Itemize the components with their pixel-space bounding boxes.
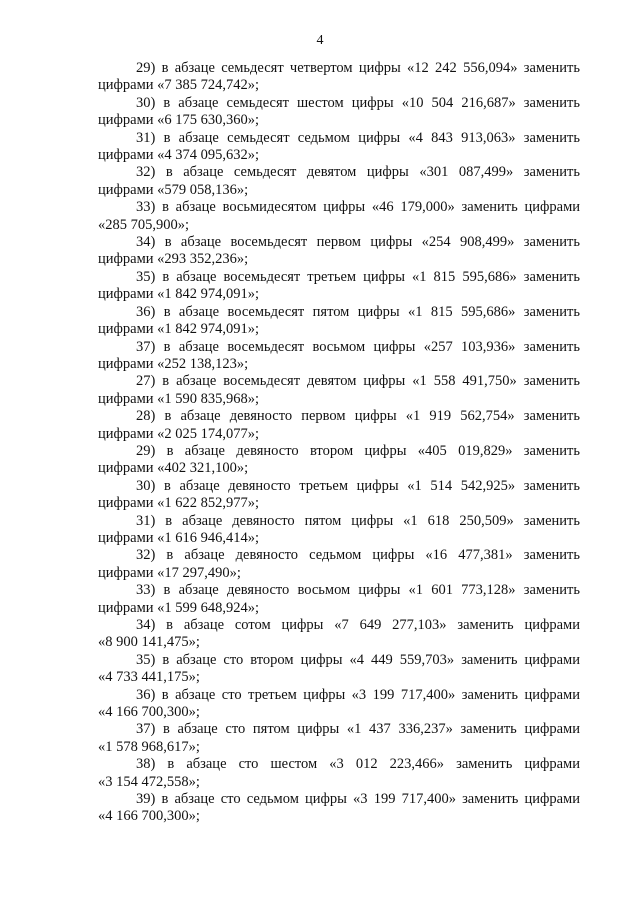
amendment-item-continuation: цифрами «17 297,490»; <box>98 564 241 581</box>
amendment-item-line: 36) в абзаце восемьдесят пятом цифры «1 815 595,686» заменить <box>136 303 580 320</box>
amendment-item-continuation: «3 154 472,558»; <box>98 773 200 790</box>
amendment-item-continuation: «4 733 441,175»; <box>98 669 200 686</box>
amendment-item <box>98 199 580 234</box>
amendment-item-continuation: цифрами «579 058,136»; <box>98 181 249 198</box>
amendment-item-continuation: цифрами «1 590 835,968»; <box>98 390 260 407</box>
amendment-list <box>98 60 580 826</box>
amendment-item-continuation: «285 705,900»; <box>98 216 190 233</box>
amendment-item-continuation: «4 166 700,300»; <box>98 704 200 721</box>
amendment-item-line: 28) в абзаце девяносто первом цифры «1 919 562,754» заменить <box>136 408 580 425</box>
amendment-item <box>98 443 580 478</box>
amendment-item-continuation: цифрами «2 025 174,077»; <box>98 425 260 442</box>
amendment-item-continuation: цифрами «1 842 974,091»; <box>98 286 260 303</box>
amendment-item-continuation: цифрами «7 385 724,742»; <box>98 77 260 94</box>
amendment-item-continuation: цифрами «4 374 095,632»; <box>98 147 260 164</box>
amendment-item-line: 33) в абзаце девяносто восьмом цифры «1 601 773,128» заменить <box>136 582 580 599</box>
amendment-item-continuation: цифрами «1 616 946,414»; <box>98 529 260 546</box>
amendment-item <box>98 652 580 687</box>
amendment-item <box>98 721 580 756</box>
amendment-item-line: 33) в абзаце восьмидесятом цифры «46 179,000» заменить цифрами <box>136 199 580 216</box>
amendment-item <box>98 60 580 95</box>
amendment-item-line: 31) в абзаце семьдесят седьмом цифры «4 843 913,063» заменить <box>136 129 580 146</box>
amendment-item <box>98 582 580 617</box>
amendment-item-continuation: «4 166 700,300»; <box>98 808 200 825</box>
amendment-item <box>98 373 580 408</box>
amendment-item-continuation: цифрами «1 622 852,977»; <box>98 495 260 512</box>
amendment-item-line: 29) в абзаце семьдесят четвертом цифры «12 242 556,094» заменить <box>136 60 580 76</box>
amendment-item-line: 29) в абзаце девяносто втором цифры «405 019,829» заменить <box>136 442 580 459</box>
amendment-item <box>98 269 580 304</box>
amendment-item-continuation: цифрами «1 599 648,924»; <box>98 599 260 616</box>
amendment-item-continuation: цифрами «252 138,123»; <box>98 355 249 372</box>
amendment-item-line: 37) в абзаце восемьдесят восьмом цифры «257 103,936» заменить <box>136 338 580 355</box>
amendment-item <box>98 339 580 374</box>
amendment-item-line: 37) в абзаце сто пятом цифры «1 437 336,237» заменить цифрами <box>136 721 580 738</box>
amendment-item <box>98 617 580 652</box>
amendment-item-continuation: цифрами «293 352,236»; <box>98 251 249 268</box>
amendment-item-line: 31) в абзаце девяносто пятом цифры «1 618 250,509» заменить <box>136 512 580 529</box>
amendment-item-continuation: цифрами «6 175 630,360»; <box>98 112 260 129</box>
amendment-item-line: 35) в абзаце сто втором цифры «4 449 559,703» заменить цифрами <box>136 651 580 668</box>
amendment-item <box>98 95 580 130</box>
amendment-item-line: 32) в абзаце девяносто седьмом цифры «16 477,381» заменить <box>136 547 580 564</box>
amendment-item-line: 36) в абзаце сто третьем цифры «3 199 717,400» заменить цифрами <box>136 686 580 703</box>
amendment-item-line: 34) в абзаце восемьдесят первом цифры «254 908,499» заменить <box>136 234 580 251</box>
amendment-item <box>98 513 580 548</box>
amendment-item <box>98 304 580 339</box>
amendment-item <box>98 756 580 791</box>
amendment-item-line: 30) в абзаце девяносто третьем цифры «1 514 542,925» заменить <box>136 477 580 494</box>
amendment-item-line: 34) в абзаце сотом цифры «7 649 277,103» заменить цифрами <box>136 617 580 633</box>
amendment-item-continuation: «8 900 141,475»; <box>98 634 200 651</box>
amendment-item <box>98 547 580 582</box>
amendment-item-continuation: цифрами «402 321,100»; <box>98 460 249 477</box>
amendment-item <box>98 234 580 269</box>
amendment-item <box>98 408 580 443</box>
amendment-item-continuation: цифрами «1 842 974,091»; <box>98 321 260 338</box>
amendment-item-line: 30) в абзаце семьдесят шестом цифры «10 504 216,687» заменить <box>136 94 580 111</box>
amendment-item-line: 32) в абзаце семьдесят девятом цифры «301 087,499» заменить <box>136 164 580 181</box>
amendment-item <box>98 130 580 165</box>
page-number: 4 <box>316 33 324 48</box>
amendment-item <box>98 791 580 826</box>
amendment-item-line: 27) в абзаце восемьдесят девятом цифры «1 558 491,750» заменить <box>136 373 580 390</box>
amendment-item <box>98 164 580 199</box>
amendment-item <box>98 478 580 513</box>
amendment-item-line: 39) в абзаце сто седьмом цифры «3 199 717,400» заменить цифрами <box>136 791 580 808</box>
amendment-item-line: 35) в абзаце восемьдесят третьем цифры «1 815 595,686» заменить <box>136 268 580 285</box>
amendment-item-line: 38) в абзаце сто шестом «3 012 223,466» заменить цифрами <box>136 756 580 773</box>
amendment-item <box>98 687 580 722</box>
amendment-item-continuation: «1 578 968,617»; <box>98 738 200 755</box>
